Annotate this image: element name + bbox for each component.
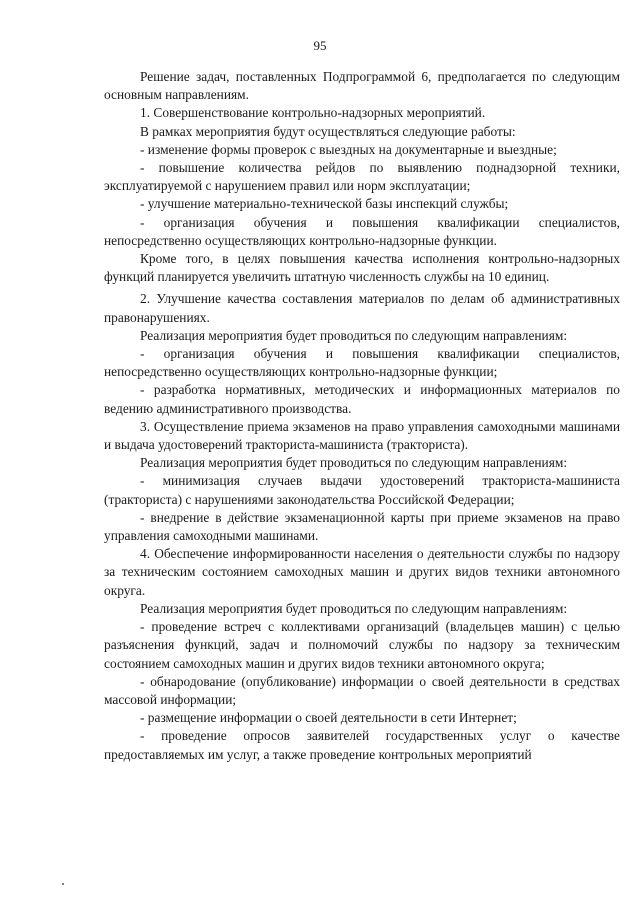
list-item: - проведение опросов заявителей государственных услуг о качестве предоставляемых им услуг, а также проведение контрольных мероприятий [104,728,620,762]
paragraph: Реализация мероприятия будет проводиться по следующим направлениям: [140,600,568,616]
section-4-heading: 4. Обеспечение информированности населения о деятельности службы по надзору за техническим состоянием самоходных машин и других видов техники автономного округа. [104,546,620,598]
page-number: 95 [313,38,327,53]
list-item: - организация обучения и повышения квалификации специалистов, непосредственно осуществляющих контрольно-надзорные функции; [104,346,620,380]
section-2-heading: 2. Улучшение качества составления материалов по делам об административных правонарушениях. [104,291,620,325]
scan-speck [62,883,64,885]
list-item: - внедрение в действие экзаменационной карты при приеме экзаменов на право управления самоходными машинами. [104,509,620,544]
list-item: - минимизация случаев выдачи удостоверений тракториста-машиниста (тракториста) с нарушениями законодательства Российской Федерации; [104,473,620,507]
paragraph: Реализация мероприятия будет проводиться по следующим направлениям: [140,455,568,471]
list-item: - обнародование (опубликование) информации о своей деятельности в средствах массовой информации; [104,673,620,707]
list-item: - проведение встреч с коллективами организаций (владельцев машин) с целью разъяснения функций, задач и полномочий службы по надзору за техническим состоянием самоходных машин и других видов техники автономного округа; [104,619,620,671]
paragraph: В рамках мероприятия будут осуществляться следующие работы: [140,123,516,139]
paragraph-intro: Решение задач, поставленных Подпрограммой 6, предполагается по следующим основным направлениям. [104,69,620,103]
list-item: - разработка нормативных, методических и информационных материалов по ведению административного производства. [104,382,620,416]
paragraph: Реализация мероприятия будет проводиться по следующим направлениям: [140,327,568,343]
paragraph: Кроме того, в целях повышения качества исполнения контрольно-надзорных функций планируется увеличить штатную численность службы на 10 единиц. [104,251,620,285]
list-item: - размещение информации о своей деятельности в сети Интернет; [140,710,517,726]
list-item: - изменение формы проверок с выездных на документарные и выездные; [140,141,557,157]
section-3-heading: 3. Осуществление приема экзаменов на право управления самоходными машинами и выдача удостоверений тракториста-машиниста (тракториста). [104,418,620,453]
section-1-heading: 1. Совершенствование контрольно-надзорных мероприятий. [140,105,486,121]
list-item: - повышение количества рейдов по выявлению поднадзорной техники, эксплуатируемой с нарушением правил или норм эксплуатации; [104,160,620,194]
list-item: - улучшение материально-технической базы инспекций службы; [140,196,509,212]
list-item: - организация обучения и повышения квалификации специалистов, непосредственно осуществляющих контрольно-надзорные функции. [104,214,620,248]
document-body [104,68,620,764]
